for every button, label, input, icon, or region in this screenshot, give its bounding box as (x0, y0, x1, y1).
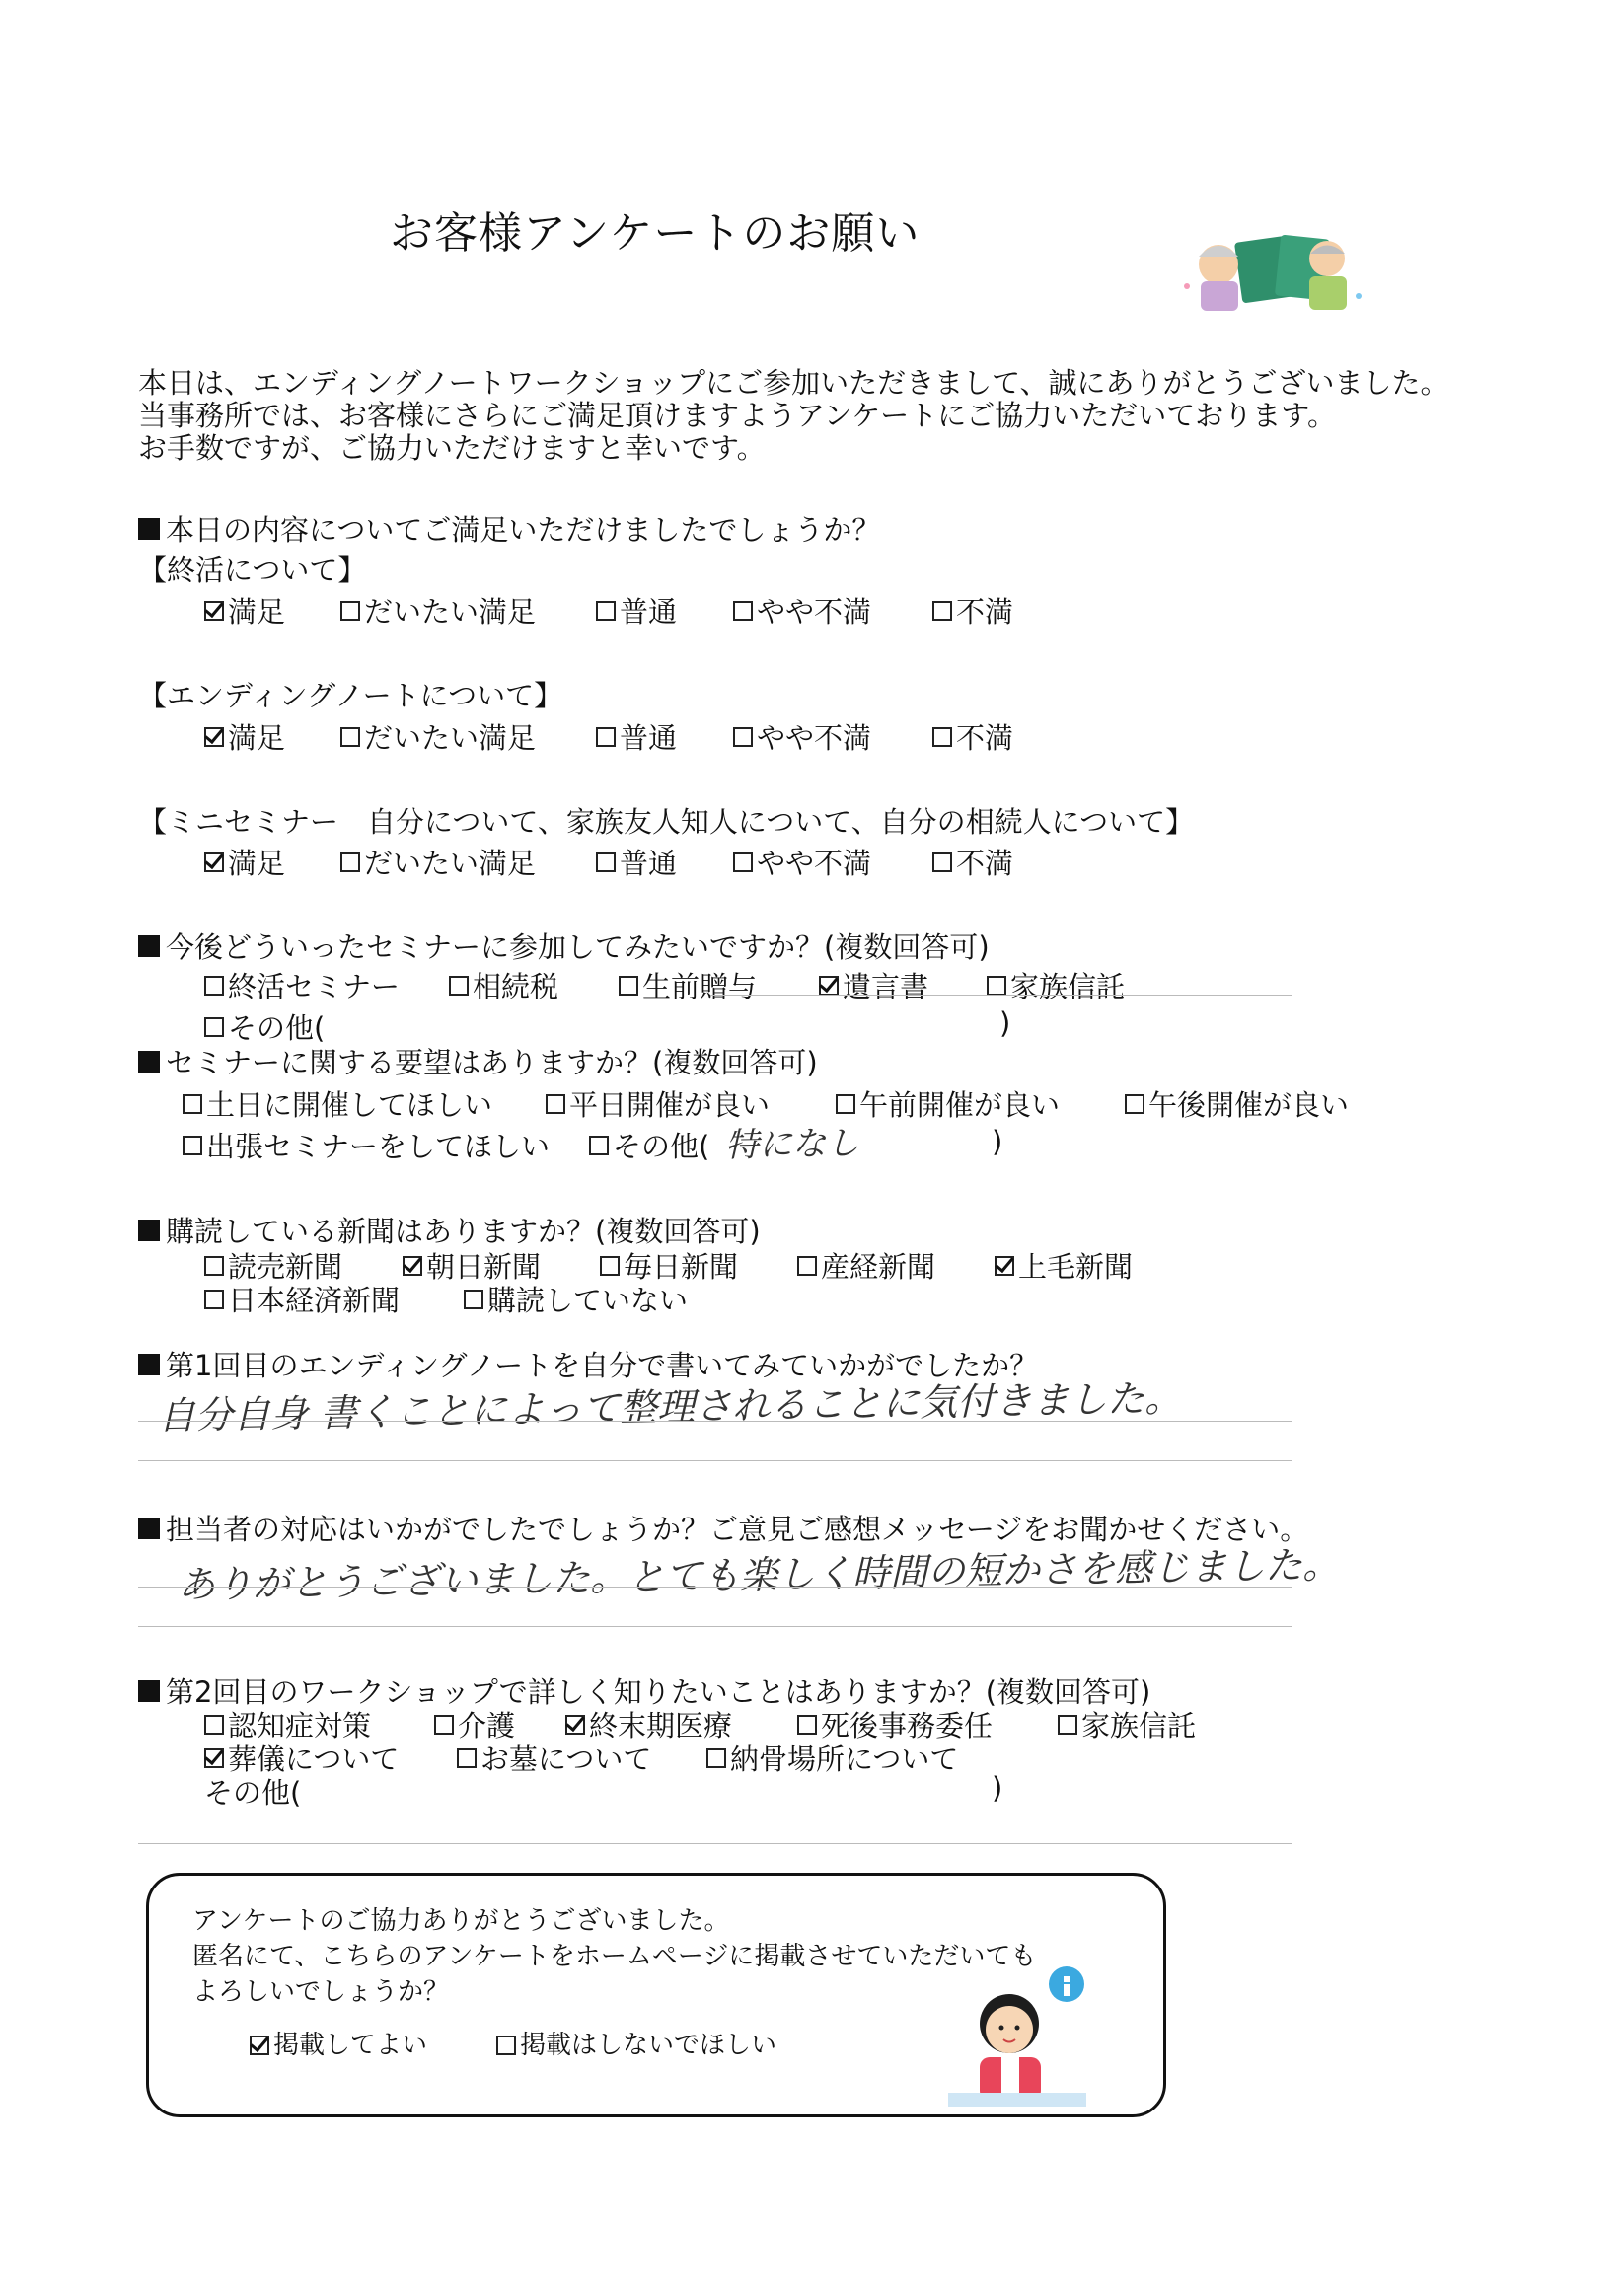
checkbox-icon[interactable] (183, 1136, 202, 1155)
checkbox-icon[interactable] (204, 727, 224, 747)
consent-no[interactable]: 掲載はしないでほしい (496, 2028, 776, 2063)
q4-option-5[interactable]: 上毛新聞 (995, 1245, 1133, 1286)
bullet-square-icon (138, 1051, 160, 1073)
checkbox-icon[interactable] (797, 1256, 817, 1276)
checkbox-icon[interactable] (932, 601, 952, 621)
q1-s2-option-1[interactable]: 満足 (204, 716, 285, 757)
q5-handwritten-answer: 自分自身 書くことによって整理されることに気付きました。 (157, 1375, 1183, 1439)
checkbox-icon[interactable] (250, 2036, 269, 2055)
bullet-square-icon (138, 1518, 160, 1539)
q7-option-7[interactable]: お墓について (457, 1738, 651, 1778)
q4-option-4[interactable]: 産経新聞 (797, 1245, 935, 1286)
checkbox-icon[interactable] (932, 727, 952, 747)
checkbox-icon[interactable] (204, 1017, 224, 1037)
checkbox-icon[interactable] (546, 1094, 565, 1114)
checkbox-icon[interactable] (340, 852, 360, 872)
closing-line-2: 匿名にて、こちらのアンケートをホームページに掲載させていただいても (192, 1942, 1037, 1971)
checkbox-icon[interactable] (1125, 1094, 1144, 1114)
q1-s3-option-2[interactable]: だいたい満足 (340, 842, 536, 882)
checkbox-icon[interactable] (183, 1094, 202, 1114)
q3-option-2[interactable]: 平日開催が良い (546, 1083, 770, 1124)
q1-s2-option-4[interactable]: やや不満 (733, 716, 871, 757)
q2-option-2[interactable]: 相続税 (449, 965, 558, 1005)
q7-option-3[interactable]: 終末期医療 (565, 1704, 732, 1744)
q4-option-1[interactable]: 読売新聞 (204, 1245, 342, 1286)
intro-line-2: 当事務所では、お客様にさらにご満足頂けますようアンケートにご協力いただいております。 (138, 399, 1336, 432)
checkbox-icon[interactable] (987, 976, 1006, 996)
q1-s1-option-5[interactable]: 不満 (932, 590, 1013, 630)
q1-s1-option-3[interactable]: 普通 (596, 590, 677, 630)
checkbox-icon[interactable] (600, 1256, 620, 1276)
answer-line (138, 1587, 1292, 1588)
q1-s2-option-3[interactable]: 普通 (596, 716, 677, 757)
q3-option-3[interactable]: 午前開催が良い (836, 1083, 1060, 1124)
q6-handwritten-answer: ありがとうございました。とても楽しく時間の短かさを感じました。 (177, 1542, 1341, 1607)
checkbox-icon[interactable] (204, 1290, 224, 1309)
checkbox-icon[interactable] (733, 601, 753, 621)
question-1-text: 本日の内容についてご満足いただけましたでしょうか？ (166, 513, 881, 547)
q1-section-1-label: 【終活について】 (138, 554, 367, 587)
q7-other-close: ) (992, 1771, 1003, 1805)
question-5: 第1回目のエンディングノートを自分で書いてみていかがでしたか？ (138, 1344, 1038, 1384)
closing-line-3: よろしいでしょうか？ (192, 1977, 450, 2007)
checkbox-icon[interactable] (204, 852, 224, 872)
checkbox-icon[interactable] (995, 1256, 1014, 1276)
bullet-square-icon (138, 1680, 160, 1702)
q1-s3-option-3[interactable]: 普通 (596, 842, 677, 882)
checkbox-icon[interactable] (836, 1094, 855, 1114)
question-1 (138, 508, 880, 549)
checkbox-icon[interactable] (340, 601, 360, 621)
q4-option-3[interactable]: 毎日新聞 (600, 1245, 738, 1286)
checkbox-icon[interactable] (706, 1748, 726, 1768)
checkbox-icon[interactable] (496, 2036, 516, 2055)
q3-other-close: ) (992, 1125, 1003, 1158)
bullet-square-icon (138, 1354, 160, 1375)
checkbox-icon[interactable] (340, 727, 360, 747)
q7-other-label: その他( (204, 1776, 302, 1810)
question-2: 今後どういったセミナーに参加してみたいですか？(複数回答可) (138, 925, 990, 966)
q7-option-2[interactable]: 介護 (434, 1704, 515, 1744)
q2-other[interactable]: その他( (204, 1006, 325, 1047)
q1-s1-option-2[interactable]: だいたい満足 (340, 590, 536, 630)
q3-option-1[interactable]: 土日に開催してほしい (183, 1083, 492, 1124)
question-3: セミナーに関する要望はありますか？(複数回答可) (138, 1041, 818, 1081)
checkbox-icon[interactable] (204, 976, 224, 996)
divider (138, 1843, 1292, 1844)
q2-other-close: ) (999, 1006, 1011, 1040)
survey-title: お客様アンケートのお願い (390, 208, 921, 259)
intro-line-1: 本日は、エンディングノートワークショップにご参加いただきまして、誠にありがとうございました。 (138, 366, 1449, 400)
checkbox-icon[interactable] (596, 601, 616, 621)
q3-other[interactable]: その他( (589, 1125, 709, 1165)
checkbox-icon[interactable] (589, 1136, 609, 1155)
q4-option-7[interactable]: 購読していない (464, 1279, 688, 1319)
checkbox-icon[interactable] (596, 727, 616, 747)
q2-option-3[interactable]: 生前贈与 (619, 965, 757, 1005)
intro-line-3: お手数ですが、ご協力いただけますと幸いです。 (138, 431, 766, 465)
checkbox-icon[interactable] (464, 1290, 483, 1309)
checkbox-icon[interactable] (733, 727, 753, 747)
q3-other-handwritten: 特になし (724, 1123, 860, 1166)
q7-option-1[interactable]: 認知症対策 (204, 1704, 371, 1744)
q1-s1-option-1[interactable]: 満足 (204, 590, 285, 630)
checkbox-icon[interactable] (1058, 1715, 1077, 1735)
question-6: 担当者の対応はいかがでしたでしょうか？ご意見ご感想メッセージをお聞かせください。 (138, 1508, 1308, 1548)
bullet-square-icon (138, 935, 160, 957)
checkbox-icon[interactable] (596, 852, 616, 872)
q7-option-5[interactable]: 家族信託 (1058, 1704, 1196, 1744)
consent-yes[interactable]: 掲載してよい (250, 2028, 427, 2063)
q7-option-6[interactable]: 葬儀について (204, 1738, 399, 1778)
q7-option-4[interactable]: 死後事務委任 (797, 1704, 993, 1744)
bullet-square-icon (138, 518, 160, 540)
q1-section-2-label: 【エンディングノートについて】 (138, 679, 563, 712)
q3-option-4[interactable]: 午後開催が良い (1125, 1083, 1349, 1124)
checkbox-icon[interactable] (819, 976, 839, 996)
checkbox-icon[interactable] (449, 976, 469, 996)
q2-option-5[interactable]: 家族信託 (987, 965, 1125, 1005)
q1-s2-option-5[interactable]: 不満 (932, 716, 1013, 757)
q1-s1-option-4[interactable]: やや不満 (733, 590, 871, 630)
checkbox-icon[interactable] (565, 1715, 585, 1735)
q2-option-4[interactable]: 遺言書 (819, 965, 928, 1005)
q4-option-2[interactable]: 朝日新聞 (403, 1245, 541, 1286)
checkbox-icon[interactable] (204, 1256, 224, 1276)
answer-line (138, 1421, 1292, 1422)
q1-s3-option-5[interactable]: 不満 (932, 842, 1013, 882)
question-7: 第2回目のワークショップで詳しく知りたいことはありますか？(複数回答可) (138, 1670, 1150, 1711)
publication-consent-panel (146, 1873, 1166, 2117)
checkbox-icon[interactable] (619, 976, 638, 996)
q1-s3-option-4[interactable]: やや不満 (733, 842, 871, 882)
q7-option-8[interactable]: 納骨場所について (706, 1738, 958, 1778)
q2-option-1[interactable]: 終活セミナー (204, 965, 400, 1005)
checkbox-icon[interactable] (403, 1256, 422, 1276)
checkbox-icon[interactable] (204, 601, 224, 621)
checkbox-icon[interactable] (434, 1715, 454, 1735)
checkbox-icon[interactable] (733, 852, 753, 872)
question-4: 購読している新聞はありますか？(複数回答可) (138, 1210, 761, 1250)
checkbox-icon[interactable] (204, 1715, 224, 1735)
checkbox-icon[interactable] (457, 1748, 477, 1768)
q1-section-3-label: 【ミニセミナー 自分について、家族友人知人について、自分の相続人について】 (138, 805, 1195, 839)
answer-line (138, 1460, 1292, 1461)
q4-option-6[interactable]: 日本経済新聞 (204, 1279, 400, 1319)
receptionist-illustration (948, 1962, 1096, 2110)
checkbox-icon[interactable] (204, 1748, 224, 1768)
divider (710, 995, 1292, 996)
q3-option-5[interactable]: 出張セミナーをしてほしい (183, 1125, 550, 1165)
q1-s3-option-1[interactable]: 満足 (204, 842, 285, 882)
elderly-couple-illustration (1179, 227, 1366, 321)
answer-line (138, 1626, 1292, 1627)
checkbox-icon[interactable] (797, 1715, 817, 1735)
bullet-square-icon (138, 1220, 160, 1241)
q1-s2-option-2[interactable]: だいたい満足 (340, 716, 536, 757)
checkbox-icon[interactable] (932, 852, 952, 872)
closing-line-1: アンケートのご協力ありがとうございました。 (192, 1906, 730, 1936)
